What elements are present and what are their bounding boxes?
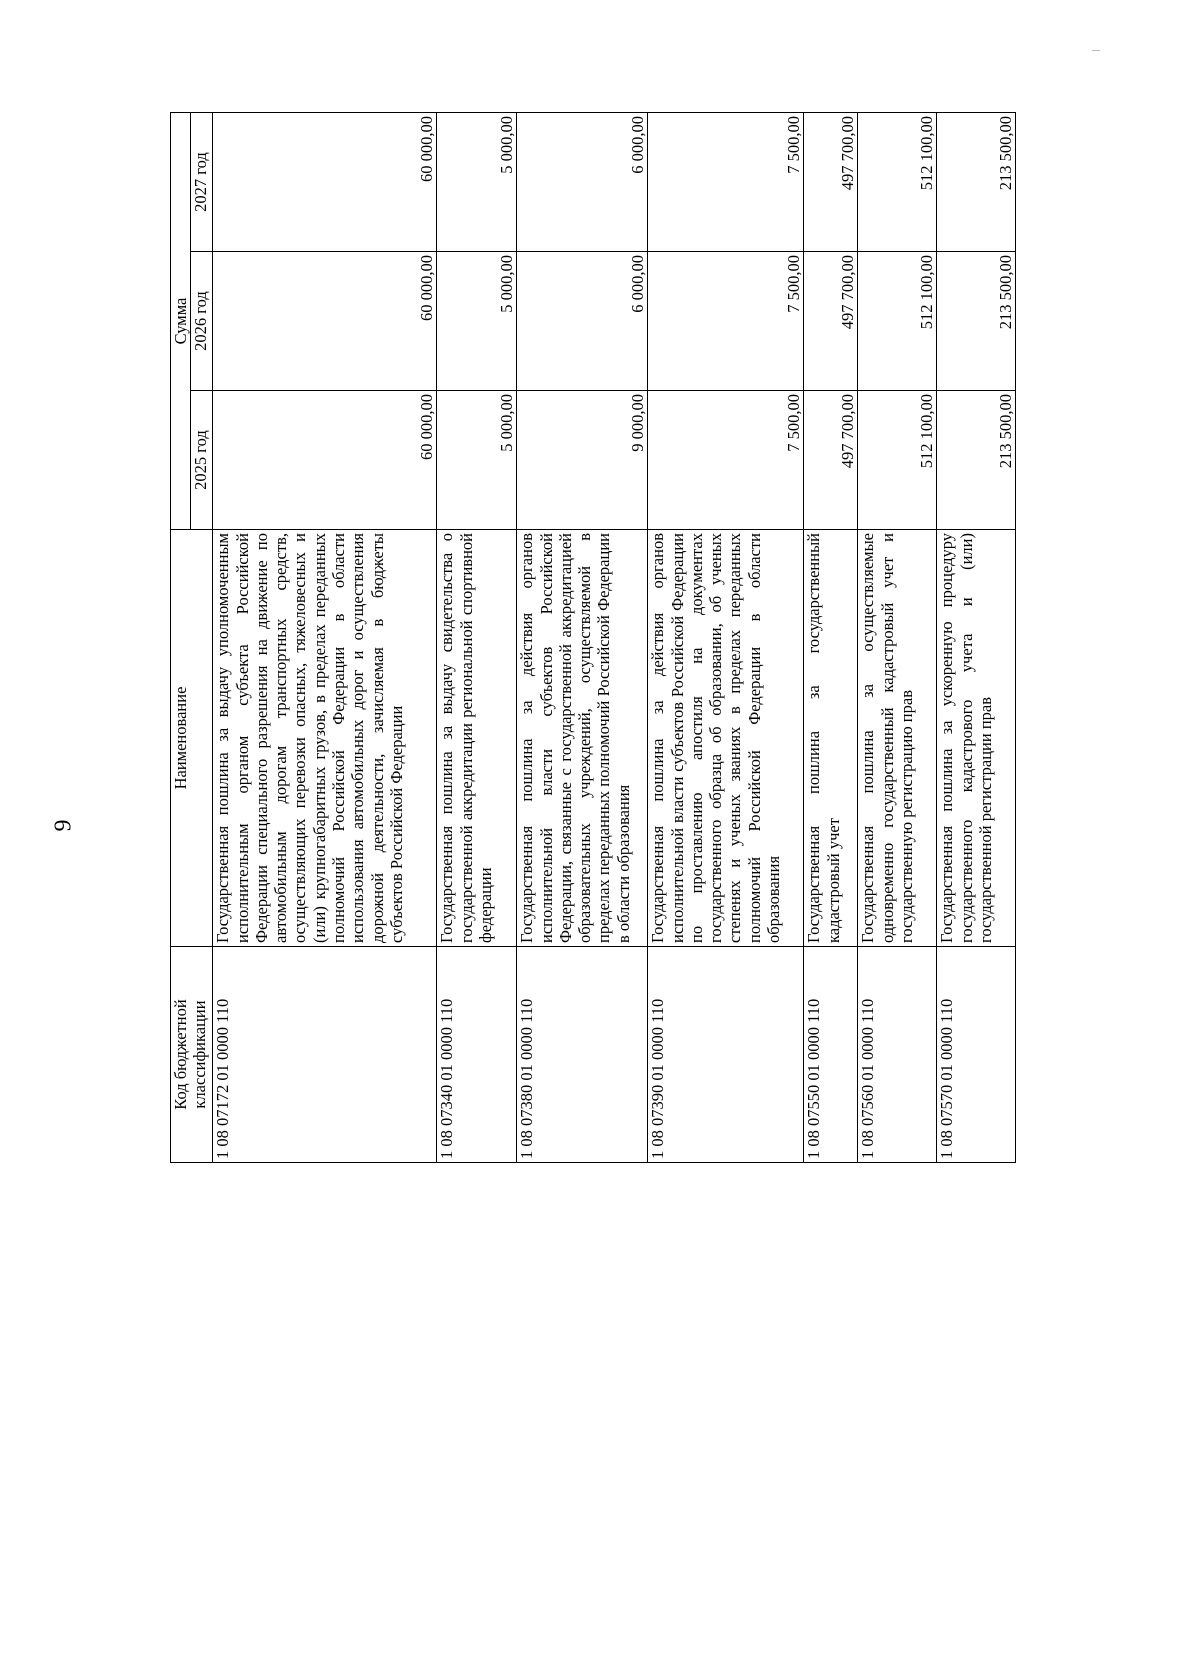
amount-2026: 213 500,00	[937, 252, 1016, 391]
item-name: Государственная пошлина за выдачу уполномоченным исполнительным органом субъекта Российской Федерации специального разрешения на движение по автомобильным дорогам транспортных средств, осуществляющих перевозки опасных, тяжеловесных и (или) крупногабаритных грузов, в пределах переданных полномочий Российской Федерации в области использования автомобильных дорог и осуществления дорожной деятельности, зачисляемая в бюджеты субъектов Российской Федерации	[213, 530, 437, 947]
table-row	[937, 112, 1016, 1162]
table-body	[213, 112, 1016, 1162]
budget-code: 1 08 07570 01 0000 110	[937, 947, 1016, 1163]
budget-table	[170, 112, 1016, 1163]
table-row	[858, 112, 937, 1162]
budget-code: 1 08 07560 01 0000 110	[858, 947, 937, 1163]
amount-2025: 5 000,00	[437, 391, 517, 530]
page-number: 9	[50, 819, 77, 832]
table-row	[517, 112, 648, 1162]
header-year-2027: 2027 год	[191, 112, 213, 251]
amount-2025: 7 500,00	[648, 391, 804, 530]
table-header	[171, 112, 213, 1162]
item-name: Государственная пошлина за осуществляемые одновременно государственный кадастровый учет и государственную регистрацию прав	[858, 530, 937, 947]
header-year-2026: 2026 год	[191, 252, 213, 391]
budget-code: 1 08 07340 01 0000 110	[437, 947, 517, 1163]
rotated-table-frame	[170, 113, 1040, 1163]
header-sum: Сумма	[171, 112, 191, 529]
header-code: Код бюджетной классификации	[171, 947, 213, 1163]
amount-2025: 512 100,00	[858, 391, 937, 530]
table-row	[437, 112, 517, 1162]
header-name: Наименование	[171, 530, 213, 947]
amount-2026: 5 000,00	[437, 252, 517, 391]
item-name: Государственная пошлина за действия органов исполнительной власти субъектов Российской Федерации по проставлению апостиля на документах государственного образца об образовании, об ученых степенях и ученых званиях в пределах переданных полномочий Российской Федерации в области образования	[648, 530, 804, 947]
amount-2027: 213 500,00	[937, 112, 1016, 251]
budget-code: 1 08 07390 01 0000 110	[648, 947, 804, 1163]
amount-2026: 497 700,00	[804, 252, 858, 391]
table-row	[804, 112, 858, 1162]
amount-2027: 512 100,00	[858, 112, 937, 251]
table-row	[213, 112, 437, 1162]
budget-code: 1 08 07380 01 0000 110	[517, 947, 648, 1163]
table-row	[648, 112, 804, 1162]
budget-code: 1 08 07172 01 0000 110	[213, 947, 437, 1163]
scan-mark	[1092, 50, 1100, 51]
amount-2027: 6 000,00	[517, 112, 648, 251]
header-year-2025: 2025 год	[191, 391, 213, 530]
amount-2027: 7 500,00	[648, 112, 804, 251]
item-name: Государственная пошлина за действия органов исполнительной власти субъектов Российской Федерации, связанные с государственной аккредитацией образовательных учреждений, осуществляемой в пределах переданных полномочий Российской Федерации в области образования	[517, 530, 648, 947]
budget-code: 1 08 07550 01 0000 110	[804, 947, 858, 1163]
amount-2025: 9 000,00	[517, 391, 648, 530]
amount-2025: 213 500,00	[937, 391, 1016, 530]
amount-2027: 497 700,00	[804, 112, 858, 251]
amount-2026: 512 100,00	[858, 252, 937, 391]
amount-2027: 5 000,00	[437, 112, 517, 251]
amount-2026: 60 000,00	[213, 252, 437, 391]
item-name: Государственная пошлина за выдачу свидетельства о государственной аккредитации региональной спортивной федерации	[437, 530, 517, 947]
amount-2026: 6 000,00	[517, 252, 648, 391]
amount-2027: 60 000,00	[213, 112, 437, 251]
amount-2025: 497 700,00	[804, 391, 858, 530]
item-name: Государственная пошлина за государственный кадастровый учет	[804, 530, 858, 947]
amount-2026: 7 500,00	[648, 252, 804, 391]
item-name: Государственная пошлина за ускоренную процедуру государственного кадастрового учета и (или) государственной регистрации прав	[937, 530, 1016, 947]
amount-2025: 60 000,00	[213, 391, 437, 530]
